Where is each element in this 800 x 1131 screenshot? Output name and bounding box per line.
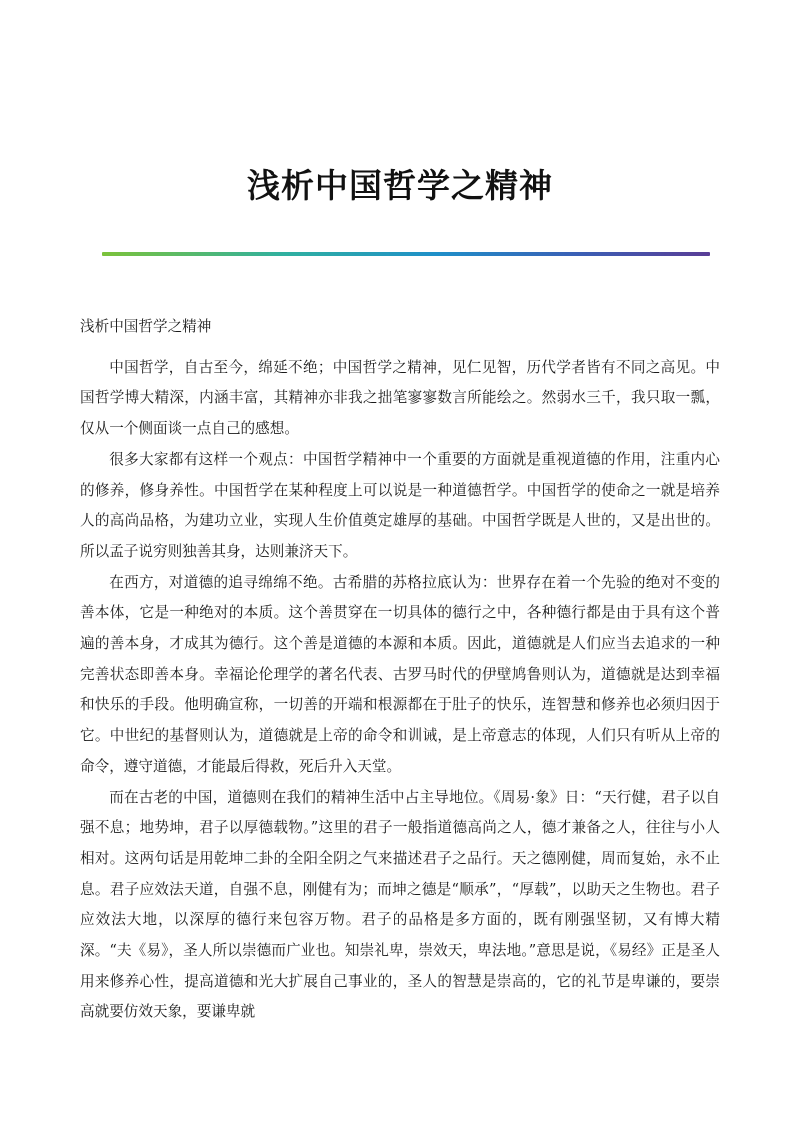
title-divider (102, 252, 710, 256)
paragraph: 而在古老的中国，道德则在我们的精神生活中占主导地位。《周易·象》日：“天行健，君子以自强不息；地势坤，君子以厚德载物。”这里的君子一般指道德高尚之人，德才兼备之人，往往与小人相对。这两句话是用乾坤二卦的全阳全阴之气来描述君子之品行。天之德刚健，周而复始，永不止息。君子应效法天道，自强不息，刚健有为；而坤之德是“顺承”，“厚载”，以助天之生物也。君子应效法大地，以深厚的德行来包容万物。君子的品格是多方面的，既有刚强坚韧，又有博大精深。“夫《易》，圣人所以崇德而广业也。知崇礼卑，崇效天，卑法地。”意思是说，《易经》正是圣人用来修养心性，提高道德和光大扩展自己事业的，圣人的智慧是崇高的，它的礼节是卑谦的，要崇高就要仿效天象，要谦卑就 (80, 788, 720, 1021)
document-body (80, 312, 720, 1028)
paragraph: 中国哲学，自古至今，绵延不绝；中国哲学之精神，见仁见智，历代学者皆有不同之高见。中国哲学博大精深，内涵丰富，其精神亦非我之拙笔寥寥数言所能绘之。然弱水三千，我只取一瓢，仅从一个侧面谈一点自己的感想。 (80, 358, 720, 438)
document-subtitle: 浅析中国哲学之精神 (80, 318, 212, 335)
paragraph: 在西方，对道德的追寻绵绵不绝。古希腊的苏格拉底认为：世界存在着一个先验的绝对不变的善本体，它是一种绝对的本质。这个善贯穿在一切具体的德行之中，各种德行都是由于具有这个普遍的善本身，才成其为德行。这个善是道德的本源和本质。因此，道德就是人们应当去追求的一种完善状态即善本身。幸福论伦理学的著名代表、古罗马时代的伊壁鸠鲁则认为，道德就是达到幸福和快乐的手段。他明确宣称，一切善的开端和根源都在于肚子的快乐，连智慧和修养也必须归因于它。中世纪的基督则认为，道德就是上帝的命令和训诫，是上帝意志的体现，人们只有听从上帝的命令，遵守道德，才能最后得救，死后升入天堂。 (80, 573, 720, 775)
document-title: 浅析中国哲学之精神 (247, 166, 553, 205)
paragraph: 很多大家都有这样一个观点：中国哲学精神中一个重要的方面就是重视道德的作用，注重内心的修养，修身养性。中国哲学在某种程度上可以说是一种道德哲学。中国哲学的使命之一就是培养人的高尚品格，为建功立业，实现人生价值奠定雄厚的基础。中国哲学既是人世的，又是出世的。所以孟子说穷则独善其身，达则兼济天下。 (80, 450, 720, 560)
